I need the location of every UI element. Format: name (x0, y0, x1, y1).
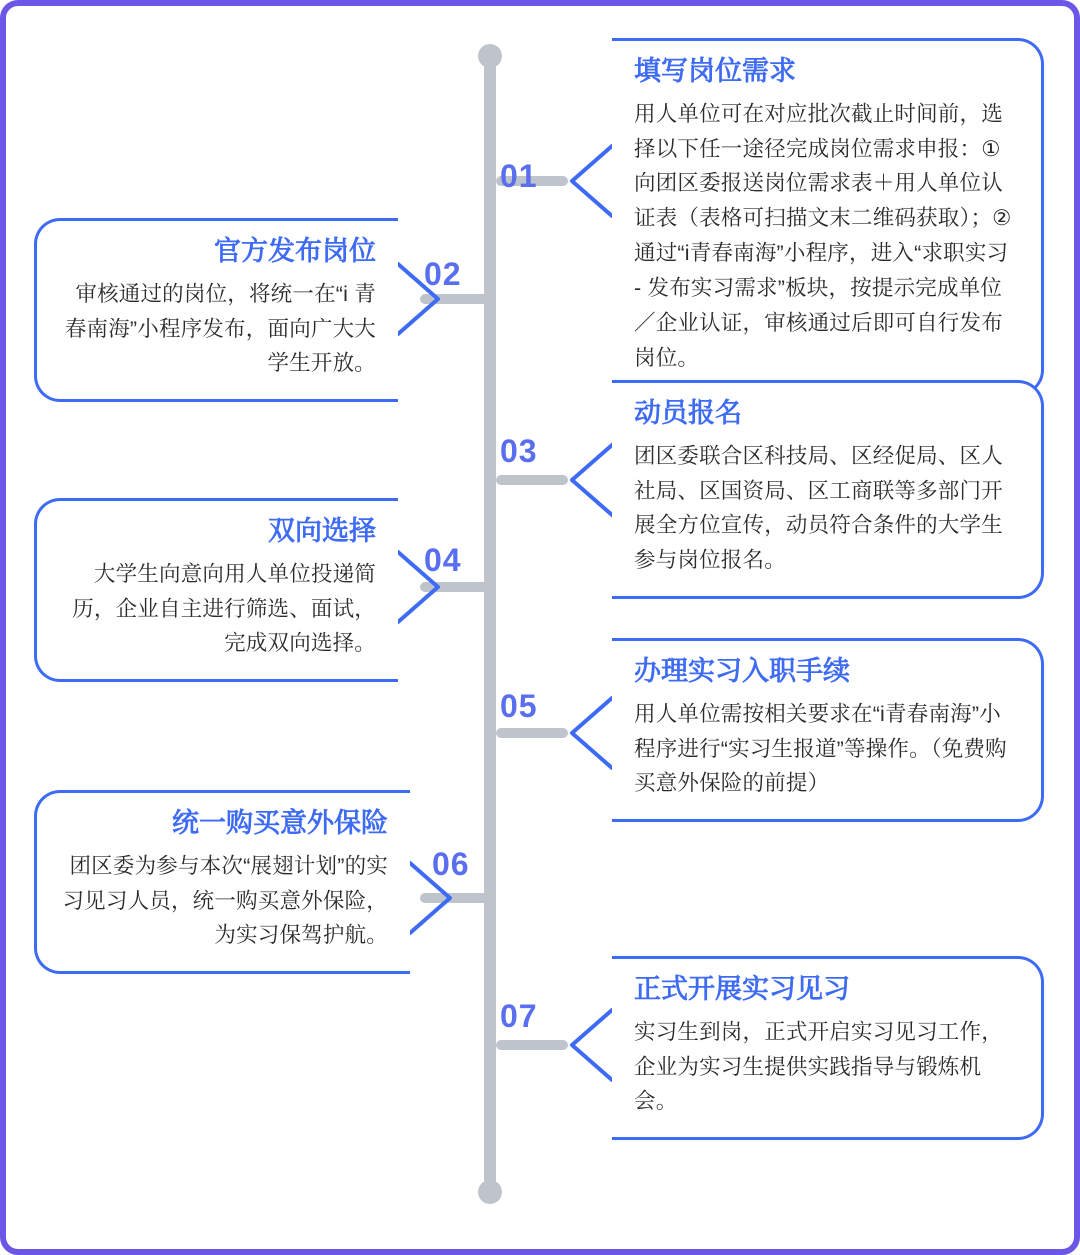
connector-05 (496, 728, 568, 738)
step-title-02: 官方发布岗位 (214, 236, 376, 266)
step-title-04: 双向选择 (268, 516, 376, 546)
step-body-05: 用人单位需按相关要求在“i青春南海”小程序进行“实习生报道”等操作。（免费购买意外保险的前提） (634, 701, 1007, 796)
step-title-06: 统一购买意外保险 (172, 808, 388, 838)
card-notch-05 (568, 696, 614, 770)
step-body-03: 团区委联合区科技局、区经促局、区人社局、区国资局、区工商联等多部门开展全方位宣传，动员符合条件的大学生参与岗位报名。 (634, 443, 1003, 573)
step-number-07: 07 (500, 998, 538, 1034)
step-number-02: 02 (424, 256, 462, 292)
step-title-03: 动员报名 (634, 398, 742, 428)
step-title-01: 填写岗位需求 (634, 56, 796, 86)
card-notch-02 (396, 262, 442, 336)
step-title-05: 办理实习入职手续 (634, 656, 850, 686)
step-body-07: 实习生到岗，正式开启实习见习工作，企业为实习生提供实践指导与锻炼机会。 (634, 1019, 1003, 1114)
connector-03 (496, 475, 568, 485)
card-notch-03 (568, 443, 614, 517)
step-title-07: 正式开展实习见习 (634, 974, 850, 1004)
step-number-01: 01 (500, 158, 538, 194)
step-card-04 (34, 498, 398, 682)
card-notch-06 (408, 861, 454, 935)
step-body-04: 大学生向意向用人单位投递简历，企业自主进行筛选、面试，完成双向选择。 (72, 561, 376, 656)
step-body-06: 团区委为参与本次“展翅计划”的实习见习人员，统一购买意外保险，为实习保驾护航。 (62, 853, 388, 948)
step-number-03: 03 (500, 433, 538, 469)
step-card-02 (34, 218, 398, 402)
connector-07 (496, 1040, 568, 1050)
step-card-01 (612, 38, 1044, 396)
card-notch-01 (568, 144, 614, 218)
timeline-axis (484, 48, 496, 1196)
step-card-06 (34, 790, 410, 974)
timeline-top-cap (478, 44, 502, 68)
step-number-05: 05 (500, 688, 538, 724)
card-notch-04 (396, 550, 442, 624)
step-body-02: 审核通过的岗位，将统一在“i 青春南海”小程序发布，面向广大大学生开放。 (64, 281, 376, 376)
step-number-06: 06 (432, 846, 470, 882)
step-card-07 (612, 956, 1044, 1140)
step-number-04: 04 (424, 542, 462, 578)
step-body-01: 用人单位可在对应批次截止时间前，选择以下任一途径完成岗位需求申报：①向团区委报送岗位需求表＋用人单位认证表（表格可扫描文末二维码获取）；②通过“i青春南海”小程序，进入“求职实习 - 发布实习需求”板块，按提示完成单位／企业认证，审核通过后即可自行发布岗位。 (634, 101, 1012, 370)
step-card-05 (612, 638, 1044, 822)
card-notch-07 (568, 1008, 614, 1082)
timeline-bottom-cap (478, 1180, 502, 1204)
step-card-03 (612, 380, 1044, 599)
